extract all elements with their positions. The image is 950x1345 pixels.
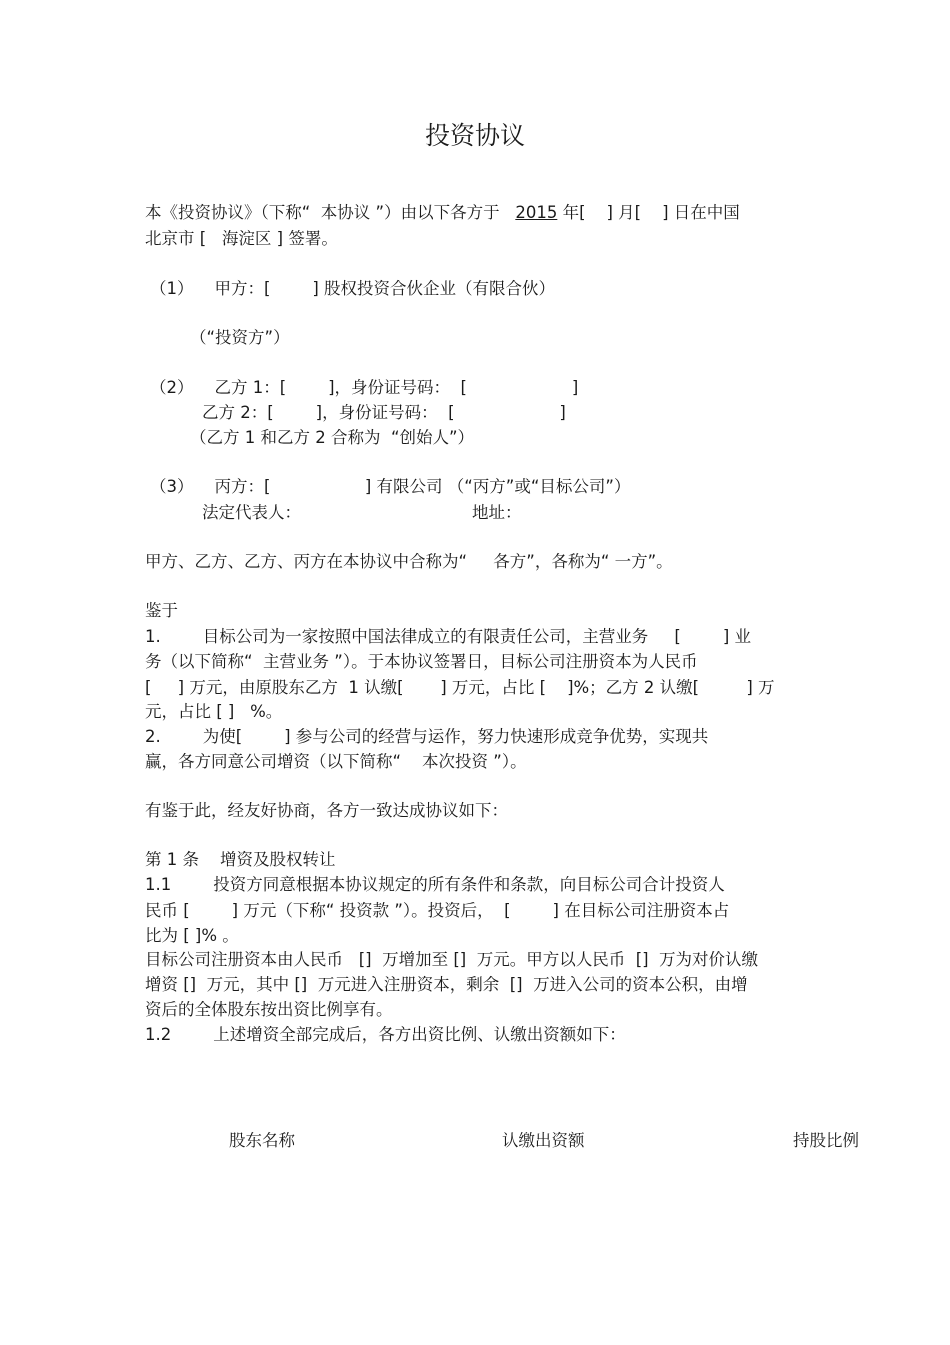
article-1-line: 1.2 上述增资全部完成后，各方出资比例、认缴出资额如下：: [145, 1025, 626, 1044]
recital-line: [ ] 万元，由原股东乙方 1 认缴[ ] 万元，占比 [ ]%；乙方 2 认缴[ ] 万: [145, 678, 775, 697]
party-a-line-2: （“投资方”）: [190, 328, 290, 347]
collective-definition: 甲方、乙方、乙方、丙方在本协议中合称为“ 各方”，各称为“ 一方”。: [145, 552, 673, 571]
article-1-line: 资后的全体股东按出资比例享有。: [145, 1000, 393, 1019]
party-c-addr-label: 地址：: [472, 503, 522, 522]
intro-line-1: [145, 202, 740, 224]
article-1-line: 1.1 投资方同意根据本协议规定的所有条件和条款，向目标公司合计投资人: [145, 875, 725, 894]
intro-text-b: 年[ ] 月[ ] 日在中国: [557, 203, 740, 222]
column-header-shareholding-ratio: 持股比例: [793, 1131, 859, 1150]
party-b-line-2: 乙方 2：[ ]，身份证号码： [ ]: [202, 403, 566, 422]
intro-text-a: 本《投资协议》（下称“ 本协议 ”）由以下各方于: [145, 203, 516, 222]
party-b-line-1: （2） 乙方 1：[ ]，身份证号码： [ ]: [150, 378, 579, 397]
article-1-line: 目标公司注册资本由人民币 [] 万增加至 [] 万元。甲方以人民币 [] 万为对价认缴: [145, 950, 759, 969]
party-c-line-1: （3） 丙方：[ ] 有限公司 （“丙方”或“目标公司”）: [150, 477, 631, 496]
party-b-line-3: （乙方 1 和乙方 2 合称为 “创始人”）: [190, 428, 475, 447]
article-1-heading: 第 1 条 增资及股权转让: [145, 850, 336, 869]
party-c-rep-label: 法定代表人：: [202, 503, 301, 522]
article-1-line: 民币 [ ] 万元（下称“ 投资款 ”）。投资后， [ ] 在目标公司注册资本占: [145, 901, 730, 920]
intro-year: 2015: [515, 203, 558, 222]
party-a-line-1: （1） 甲方：[ ] 股权投资合伙企业（有限合伙）: [150, 279, 556, 298]
document-title: 投资协议: [424, 121, 525, 150]
recital-line: 1. 目标公司为一家按照中国法律成立的有限责任公司，主营业务 [ ] 业: [145, 627, 752, 646]
agreement-intro: 有鉴于此，经友好协商，各方一致达成协议如下：: [145, 801, 508, 820]
recital-line: 赢，各方同意公司增资（以下简称“ 本次投资 ”）。: [145, 752, 527, 771]
article-1-line: 增资 [] 万元，其中 [] 万元进入注册资本，剩余 [] 万进入公司的资本公积，由增: [145, 975, 748, 994]
column-header-subscribed-capital: 认缴出资额: [502, 1131, 585, 1150]
column-header-shareholder-name: 股东名称: [229, 1131, 295, 1150]
intro-line-2: 北京市 [ 海淀区 ] 签署。: [145, 229, 338, 248]
recital-line: 2. 为使[ ] 参与公司的经营与运作，努力快速形成竞争优势，实现共: [145, 727, 709, 746]
article-1-line: 比为 [ ]% 。: [145, 926, 239, 945]
recital-line: 元，占比 [ ] %。: [145, 702, 283, 721]
recitals-heading: 鉴于: [145, 601, 178, 620]
recital-line: 务（以下简称“ 主营业务 ”）。于本协议签署日，目标公司注册资本为人民币: [145, 652, 698, 671]
